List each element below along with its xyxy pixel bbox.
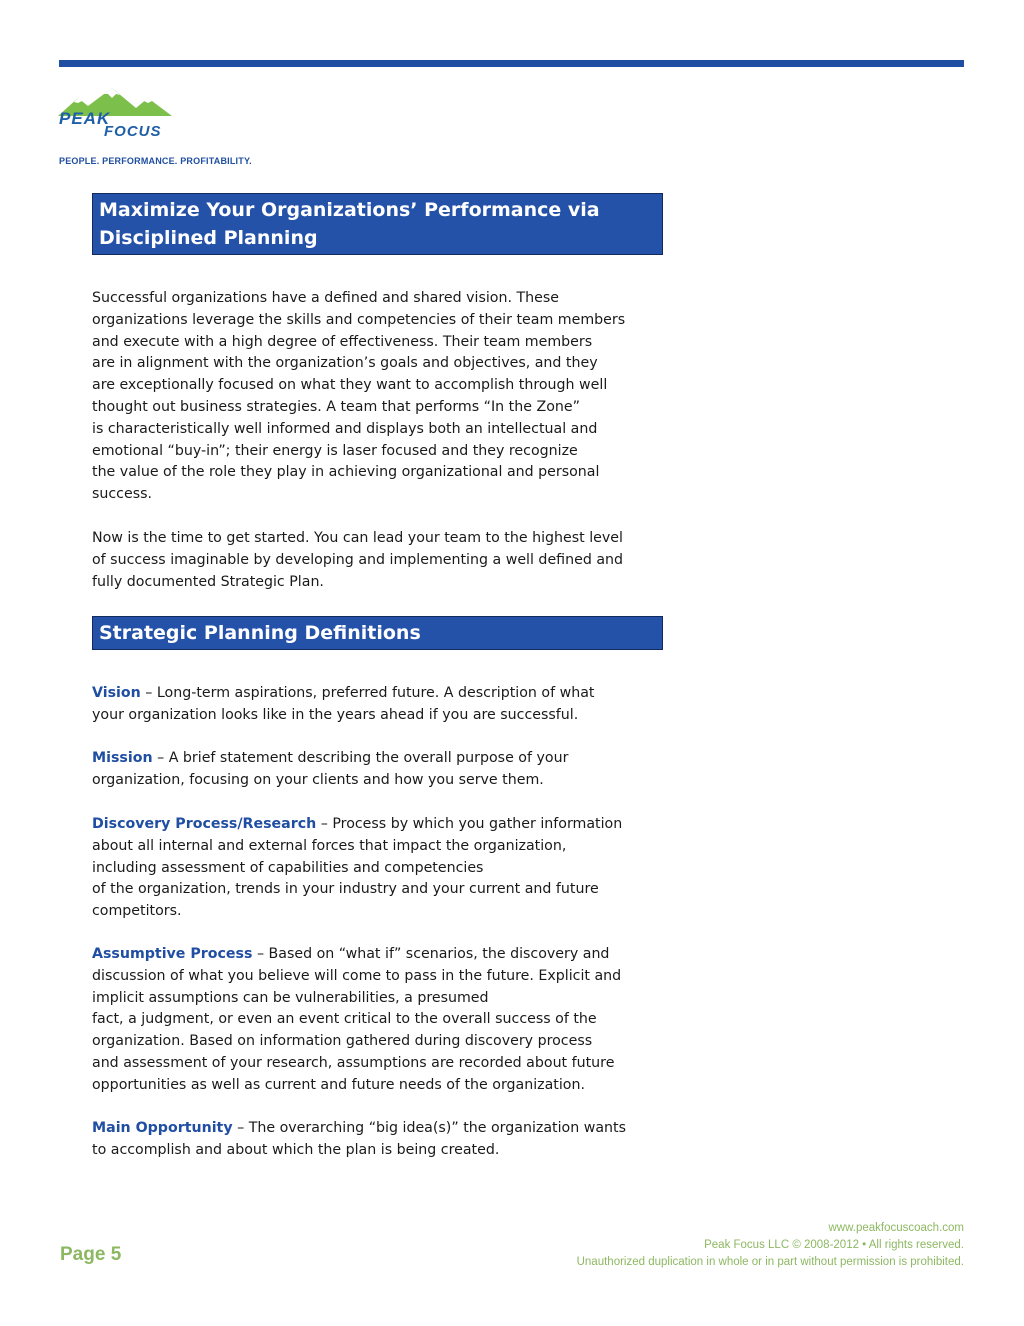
section-heading-text: Strategic Planning Definitions [99, 622, 421, 644]
footer-website: www.peakfocuscoach.com [828, 1222, 964, 1234]
section-heading-maximize [92, 193, 663, 255]
definition-text: – A brief statement describing the overall purpose of your organization, focusing on your clients and how you serve them. [92, 750, 569, 788]
footer-copyright: Peak Focus LLC © 2008-2012 • All rights reserved. [704, 1239, 964, 1251]
definition-term: Vision [92, 685, 141, 701]
definition-assumptive [92, 944, 672, 1097]
definition-term: Discovery Process/Research [92, 816, 317, 832]
section-heading-text: Maximize Your Organizations’ Performance via Disciplined Planning [99, 199, 600, 249]
definition-text: – Process by which you gather information about all internal and external forces that impact the organization, including assessment of capabilities and competencies of the organization, trends in your industry and your current and future competitors. [92, 816, 623, 920]
definition-vision [92, 683, 672, 727]
definition-term: Mission [92, 750, 153, 766]
page-number: Page 5 [60, 1244, 122, 1265]
definition-discovery [92, 814, 672, 923]
logo-word-focus: FOCUS [104, 123, 162, 140]
definition-text: – The overarching “big idea(s)” the organization wants to accomplish and about which the plan is being created. [92, 1120, 626, 1158]
header-rule [59, 60, 964, 67]
intro-paragraph: Successful organizations have a defined and shared vision. These organizations leverage the skills and competencies of their team members and execute with a high degree of effectiveness. Their team members are in alignment with the organization’s goals and objectives, and they are exceptionally focused on what they want to accomplish through well thought out business strategies. A team that performs “In the Zone” is characteristically well informed and displays both an intellectual and emotional “buy-in”; their energy is laser focused and they recognize the value of the role they play in achieving organizational and personal success. [92, 290, 626, 503]
logo-word-peak: PEAK [59, 109, 111, 128]
footer-block [577, 1220, 964, 1271]
footer-notice: Unauthorized duplication in whole or in part without permission is prohibited. [576, 1256, 964, 1268]
section-heading-definitions [92, 616, 663, 650]
definition-main-opportunity [92, 1118, 672, 1162]
peak-focus-logo [56, 86, 174, 146]
definition-term: Assumptive Process [92, 946, 253, 962]
tagline: PEOPLE. PERFORMANCE. PROFITABILITY. [59, 156, 252, 166]
definition-text: – Long-term aspirations, preferred future. A description of what your organization looks like in the years ahead if you are successful. [92, 685, 595, 723]
definition-term: Main Opportunity [92, 1120, 233, 1136]
call-to-action-paragraph: Now is the time to get started. You can lead your team to the highest level of success imaginable by developing and implementing a well defined and fully documented Strategic Plan. [92, 530, 624, 590]
definition-text: – Based on “what if” scenarios, the discovery and discussion of what you believe will come to pass in the future. Explicit and implicit assumptions can be vulnerabilities, a presumed fact, a judgment, or even an event critical to the overall success of the organization. Based on information gathered during discovery process and assessment of your research, assumptions are recorded about future opportunities as well as current and future needs of the organization. [92, 946, 622, 1093]
definition-mission [92, 748, 672, 792]
